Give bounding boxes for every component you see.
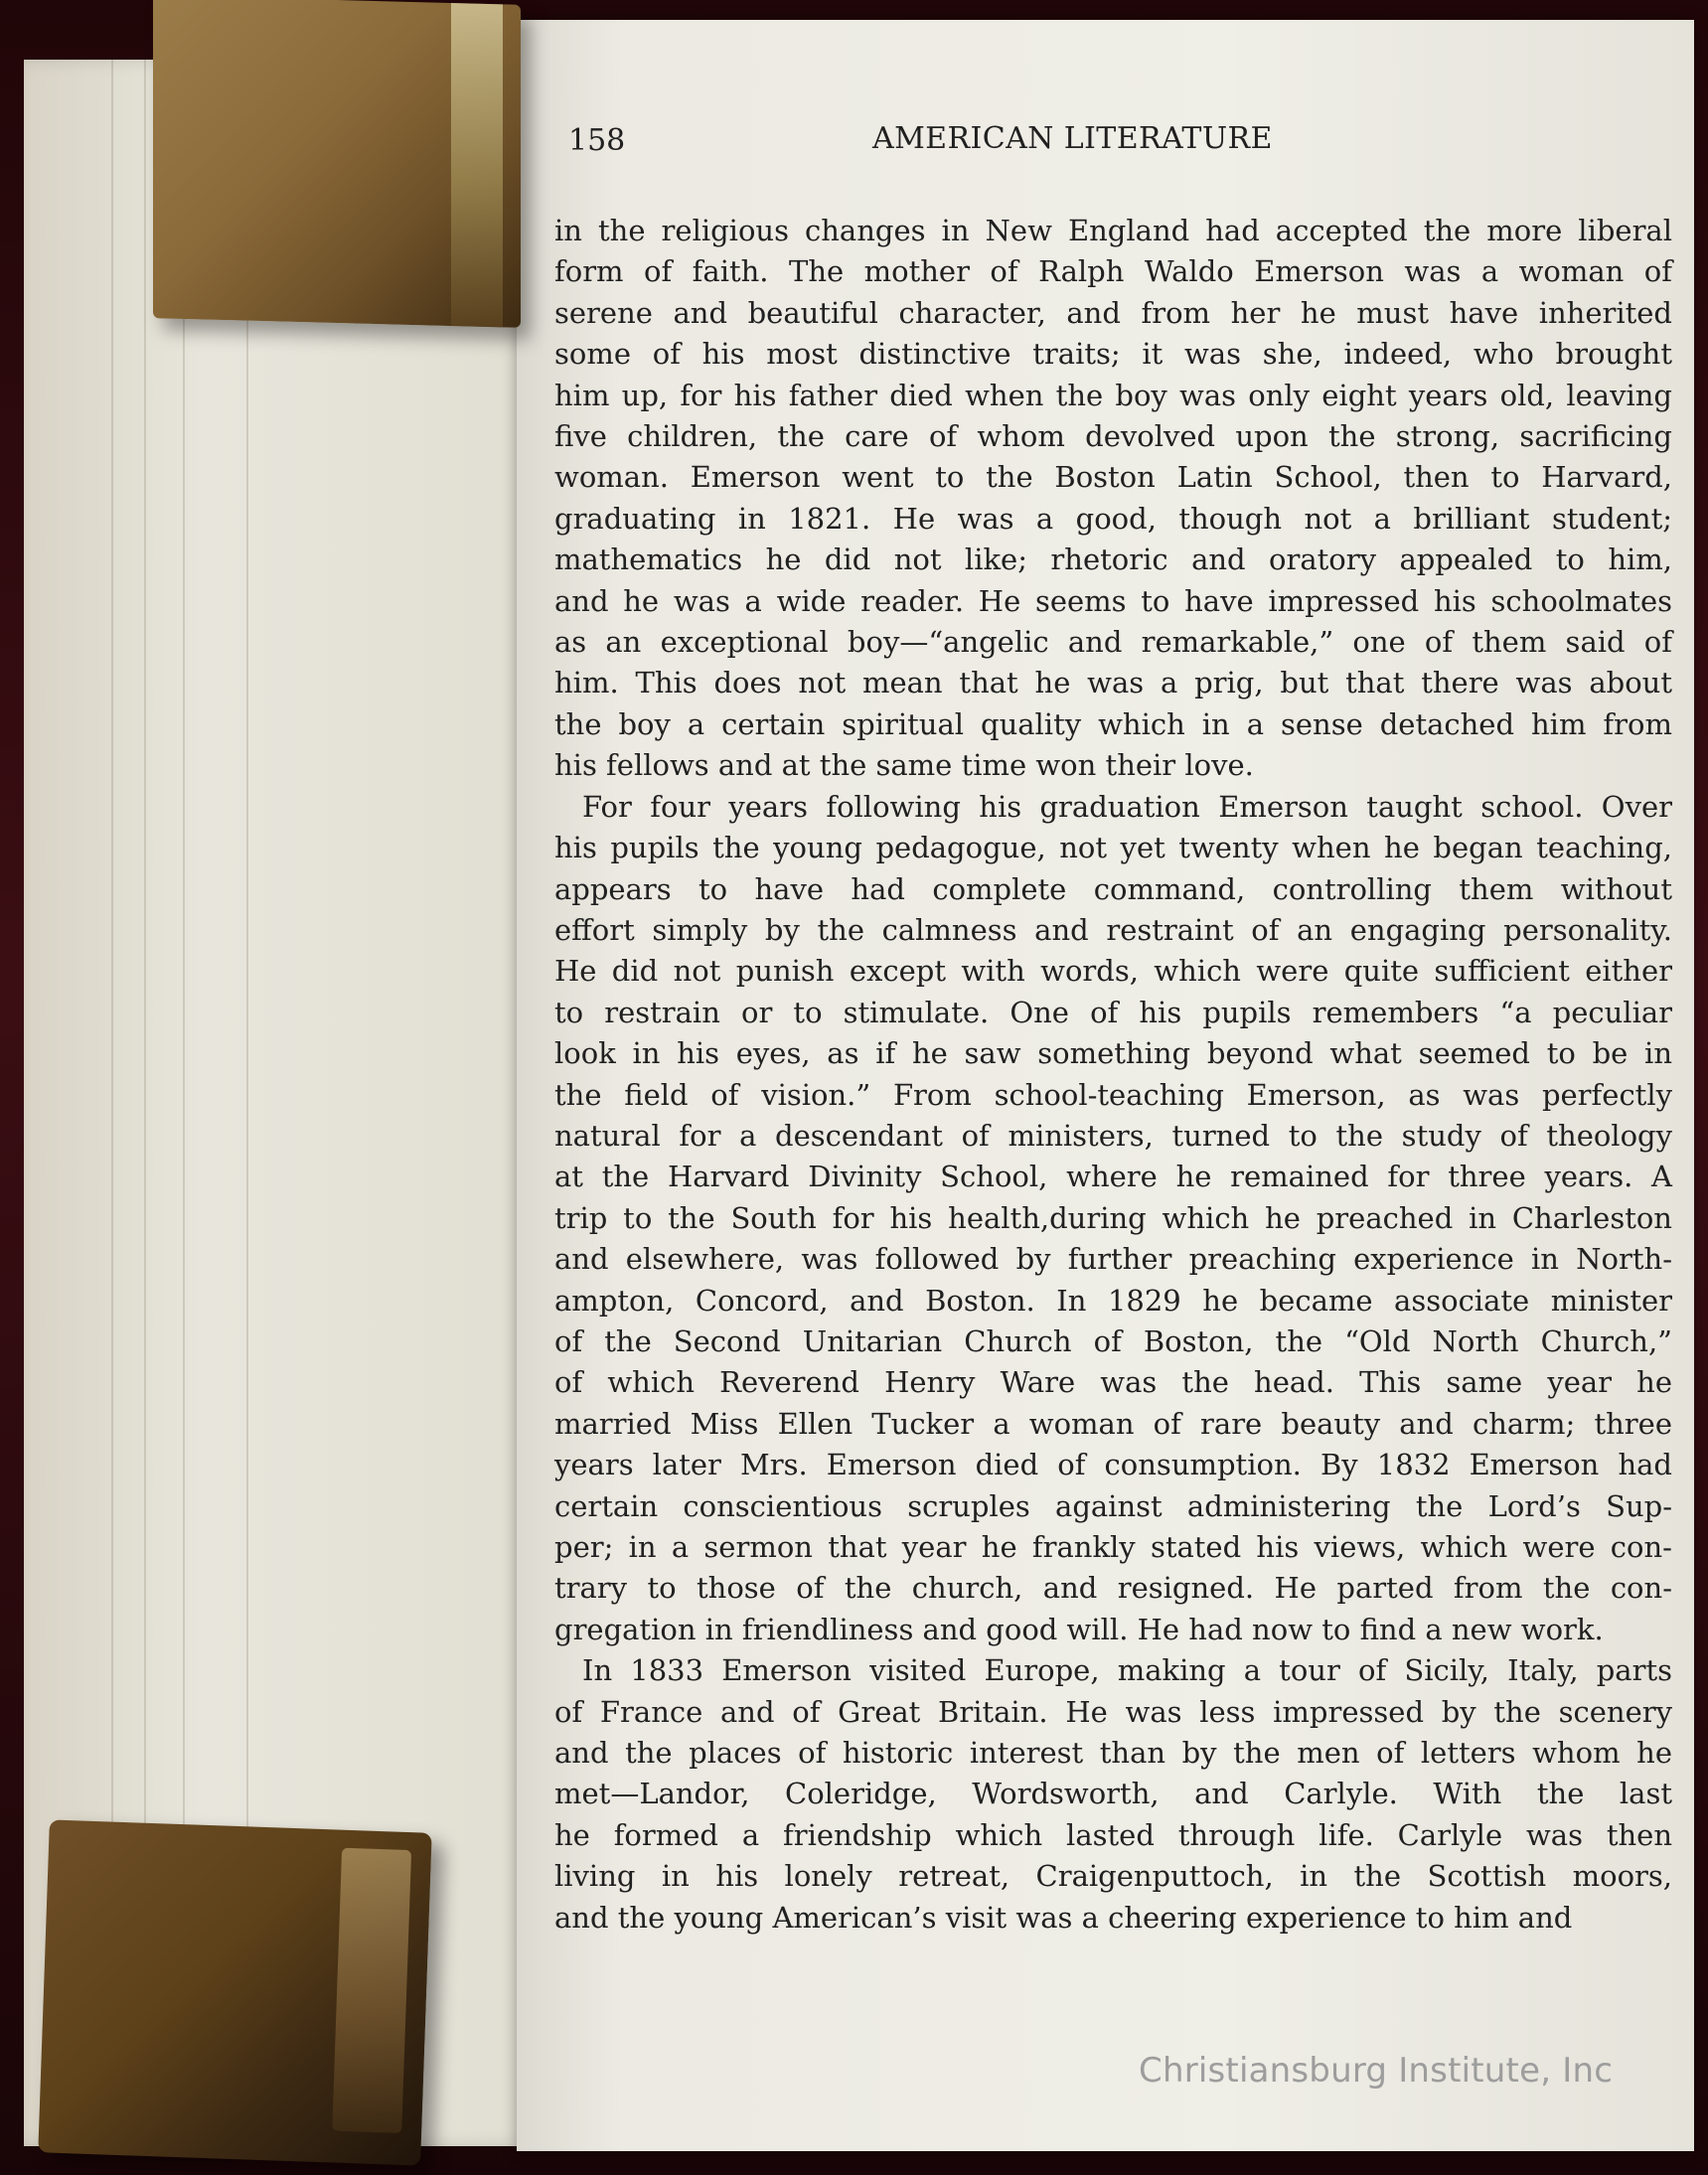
text-line: and the places of historic interest than by the men of letters whom he [554,1736,1672,1771]
text-line: trary to those of the church, and resigned. He parted from the con- [554,1571,1672,1606]
text-line: in the religious changes in New England had accepted the more liberal [554,214,1672,247]
top-binder-clip [153,0,521,328]
text-line: appears to have had complete command, controlling them without [554,871,1672,906]
text-line: his pupils the young pedagogue, not yet twenty when he began teaching, [554,831,1672,865]
text-line: per; in a sermon that year he frankly stated his views, which were con- [554,1530,1672,1564]
text-line: and the young American’s visit was a cheering experience to him and [554,1900,1573,1935]
text-line: trip to the South for his health,during which he preached in Charleston [554,1200,1672,1235]
text-line: He did not punish except with words, which were quite sufficient either [554,954,1672,989]
text-line: woman. Emerson went to the Boston Latin School, then to Harvard, [554,460,1672,495]
text-line: of which Reverend Henry Ware was the head. This same year he [554,1365,1672,1400]
text-line: him. This does not mean that he was a prig, but that there was about [554,666,1672,700]
running-head: AMERICAN LITERATURE [872,121,1273,156]
paragraph-2 [554,787,1672,1651]
text-line: of the Second Unitarian Church of Boston, the “Old North Church,” [554,1323,1672,1358]
text-line: certain conscientious scruples against administering the Lord’s Sup- [554,1488,1672,1523]
text-line: he formed a friendship which lasted through life. Carlyle was then [554,1817,1672,1852]
watermark: Christiansburg Institute, Inc [1139,2051,1614,2091]
text-line: at the Harvard Divinity School, where he remained for three years. A [554,1160,1672,1194]
text-line: mathematics he did not like; rhetoric and oratory appealed to him, [554,543,1672,577]
text-line: form of faith. The mother of Ralph Waldo Emerson was a woman of [554,254,1672,289]
page-header [568,121,1671,165]
text-line: some of his most distinctive traits; it was she, indeed, who brought [554,337,1672,372]
text-line: effort simply by the calmness and restraint of an engaging personality. [554,912,1672,947]
text-line: years later Mrs. Emerson died of consumption. By 1832 Emerson had [554,1448,1672,1482]
text-line: his fellows and at the same time won their love. [554,748,1254,783]
paragraph-1 [554,211,1672,787]
text-line: him up, for his father died when the boy was only eight years old, leaving [554,378,1672,412]
text-line: to restrain or to stimulate. One of his pupils remembers “a peculiar [554,995,1672,1029]
text-line: as an exceptional boy—“angelic and remarkable,” one of them said of [554,625,1672,660]
text-line: married Miss Ellen Tucker a woman of rare beauty and charm; three [554,1406,1672,1441]
text-line: the boy a certain spiritual quality which in a sense detached him from [554,706,1672,741]
text-line: and he was a wide reader. He seems to have impressed his schoolmates [554,583,1672,618]
text-line: natural for a descendant of ministers, turned to the study of theology [554,1118,1672,1153]
text-line: ampton, Concord, and Boston. In 1829 he became associate minister [554,1283,1672,1318]
page-number: 158 [568,123,626,158]
text-line: met—Landor, Coleridge, Wordsworth, and Carlyle. With the last [554,1777,1672,1811]
text-line: and elsewhere, was followed by further preaching experience in North- [554,1242,1672,1277]
text-line: of France and of Great Britain. He was less impressed by the scenery [554,1694,1672,1729]
text-line: gregation in friendliness and good will. He had now to find a new work. [554,1612,1604,1646]
text-line: look in his eyes, as if he saw something beyond what seemed to be in [554,1036,1672,1071]
bottom-binder-clip [38,1819,431,2165]
text-line: serene and beautiful character, and from her he must have inherited [554,295,1672,330]
text-line: graduating in 1821. He was a good, though not a brilliant student; [554,501,1672,536]
text-line: For four years following his graduation Emerson taught school. Over [582,789,1672,824]
paragraph-3 [554,1650,1672,1939]
text-line: five children, the care of whom devolved upon the strong, sacrificing [554,419,1672,454]
text-line: the field of vision.” From school-teaching Emerson, as was perfectly [554,1077,1672,1112]
text-line: In 1833 Emerson visited Europe, making a tour of Sicily, Italy, parts [582,1653,1672,1688]
text-line: living in his lonely retreat, Craigenputtoch, in the Scottish moors, [554,1859,1672,1894]
book-text [554,211,1672,1939]
